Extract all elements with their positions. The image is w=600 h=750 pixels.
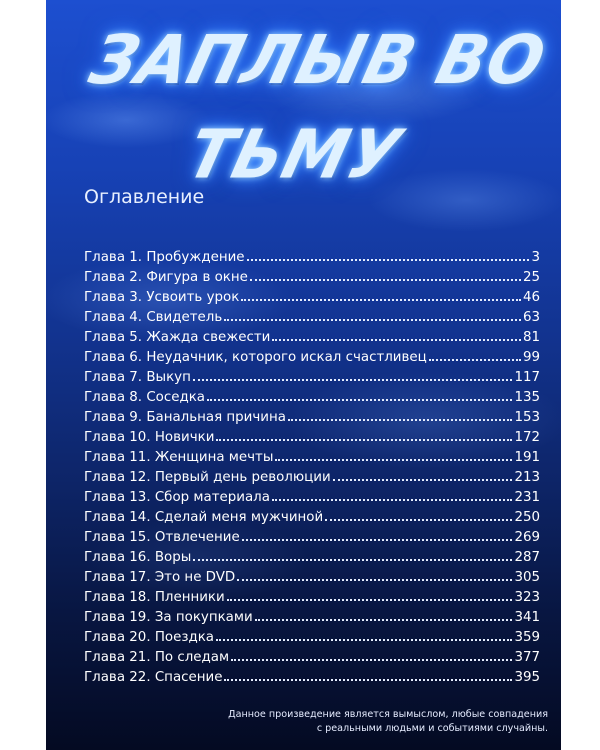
toc-entry-page: 231 [514,490,540,505]
toc-entry-label: Глава 8. Соседка [84,390,206,405]
toc-entry-page: 135 [514,390,540,405]
toc-entry-label: Глава 18. Пленники [84,590,225,605]
toc-entry-page: 305 [514,570,540,585]
toc-entry-page: 359 [514,630,540,645]
toc-entry-page: 153 [514,410,540,425]
leader-dots [241,299,521,301]
toc-entry-22 [84,668,540,688]
toc-entry-4 [84,308,540,328]
toc-entry-7 [84,368,540,388]
toc-entry-label: Глава 14. Сделай меня мужчиной [84,510,324,525]
toc-entry-page: 191 [514,450,540,465]
toc-entry-page: 377 [514,650,540,665]
leader-dots [272,339,521,341]
toc-entry-6 [84,348,540,368]
toc-entry-page: 341 [514,610,540,625]
toc-entry-label: Глава 17. Это не DVD [84,570,236,585]
toc-entry-label: Глава 5. Жажда свежести [84,330,271,345]
toc-entry-page: 287 [514,550,540,565]
toc-entry-page: 323 [514,590,540,605]
toc-entry-label: Глава 6. Неудачник, которого искал счастливец [84,350,427,365]
toc-entry-14 [84,508,540,528]
leader-dots [193,379,513,381]
book-title: ЗАПЛЫВ ВО ТЬМУ [82,21,554,195]
toc-entry-20 [84,628,540,648]
leader-dots [250,279,521,281]
toc-entry-label: Глава 11. Женщина мечты [84,450,274,465]
leader-dots [247,259,530,261]
toc-entry-label: Глава 15. Отвлечение [84,530,240,545]
leader-dots [224,319,521,321]
toc-entry-label: Глава 22. Спасение [84,670,223,685]
toc-entry-label: Глава 12. Первый день революции [84,470,331,485]
toc-entry-2 [84,268,540,288]
disclaimer-line-2: с реальными людьми и событиями случайны. [316,723,548,734]
toc-entry-page: 213 [514,470,540,485]
toc-entry-label: Глава 13. Сбор материала [84,490,270,505]
toc-entry-label: Глава 3. Усвоить урок [84,290,240,305]
toc-entry-label: Глава 16. Воры [84,550,192,565]
leader-dots [227,599,513,601]
leader-dots [231,659,512,661]
toc-entry-label: Глава 4. Свидетель [84,310,223,325]
leader-dots [224,679,512,681]
toc-entry-page: 3 [531,250,540,265]
toc-entry-10 [84,428,540,448]
toc-entry-16 [84,548,540,568]
leader-dots [255,619,513,621]
toc-entry-page: 99 [522,350,540,365]
toc-entry-page: 117 [514,370,540,385]
toc-entry-page: 63 [522,310,540,325]
toc-entry-page: 269 [514,530,540,545]
toc-entry-11 [84,448,540,468]
toc-entry-label: Глава 19. За покупками [84,610,253,625]
toc-entry-page: 25 [522,270,540,285]
toc-entry-8 [84,388,540,408]
toc-heading: Оглавление [84,186,205,208]
toc-entry-3 [84,288,540,308]
toc-entry-18 [84,588,540,608]
toc-entry-label: Глава 9. Банальная причина [84,410,286,425]
leader-dots [216,439,512,441]
disclaimer-line-1: Данное произведение является вымыслом, любые совпадения [228,709,548,720]
leader-dots [272,499,513,501]
toc-entry-page: 250 [514,510,540,525]
toc-entry-17 [84,568,540,588]
leader-dots [207,399,512,401]
toc-entry-13 [84,488,540,508]
toc-entry-15 [84,528,540,548]
leader-dots [242,539,513,541]
disclaimer [186,708,548,736]
toc-entry-19 [84,608,540,628]
toc-entry-label: Глава 2. Фигура в окне [84,270,248,285]
toc-entry-page: 172 [514,430,540,445]
toc-entry-label: Глава 7. Выкуп [84,370,191,385]
leader-dots [237,579,512,581]
leader-dots [288,419,513,421]
toc-entry-9 [84,408,540,428]
toc-entry-page: 46 [522,290,540,305]
leader-dots [333,479,513,481]
toc-entry-page: 395 [514,670,540,685]
toc-entry-21 [84,648,540,668]
toc-entry-page: 81 [522,330,540,345]
toc-entry-label: Глава 21. По следам [84,650,230,665]
toc-entry-5 [84,328,540,348]
toc-entry-12 [84,468,540,488]
leader-dots [325,519,512,521]
leader-dots [216,639,512,641]
toc-entry-label: Глава 10. Новички [84,430,215,445]
book-page [46,0,561,750]
toc-entry-label: Глава 1. Пробуждение [84,250,245,265]
toc-entry-label: Глава 20. Поездка [84,630,215,645]
leader-dots [193,559,512,561]
table-of-contents [84,248,540,688]
toc-entry-1 [84,248,540,268]
leader-dots [275,459,512,461]
leader-dots [429,359,521,361]
